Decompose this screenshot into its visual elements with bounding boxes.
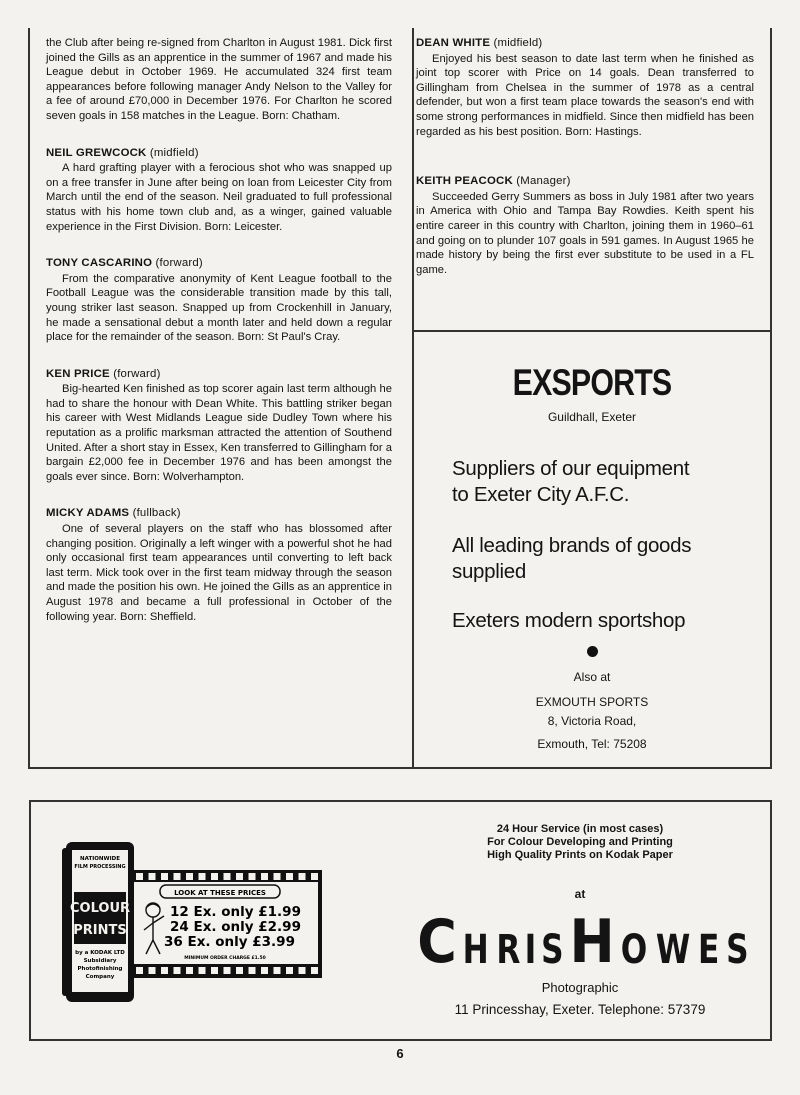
logo-letter: S [541,927,564,973]
player-name: TONY CASCARINO [46,257,153,270]
player-bio [416,36,754,139]
bio-paragraph: One of several players on the staff who has blossomed after changing position. Originally a left winger with a powerful shot he had only occasional first team appearances until converting to left back last term. Mick took over in the first team midway through the season and made the position his own. He joined the Gills as an apprentice in August 1978 and became a full professional in October of the following year. Born: Sheffield. [46,523,392,623]
player-bio [46,146,392,235]
can-line-1: NATIONWIDE [80,856,120,862]
player-heading [416,174,754,189]
bio-paragraph: Big-hearted Ken finished as top scorer again last term although he had to share the honour with Dean White. This battling striker began his career with West Midlands League side Dudley Town where his reputation as a prolific marksman attracted the attention of Southend United. After a short stay in Essex, Ken transferred to Gillingham for a bargain £2,000 fee in December 1976 and has been amongst the goals ever since. Born: Wolverhampton. [46,383,392,483]
player-name: DEAN WHITE [416,37,491,49]
player-heading [46,506,392,521]
player-position: (forward) [113,367,161,380]
logo-letter: C [417,907,457,977]
player-bio [46,36,392,124]
exsports-advert [412,330,772,769]
can-sub-4: Company [85,974,115,980]
can-sub-1: by a KODAK LTD [75,950,125,956]
player-bio [46,367,392,485]
can-line-2: FILM PROCESSING [74,864,126,870]
player-name: KEITH PEACOCK [416,175,513,188]
price-36-exposures: 36 Ex. only £3.99 [164,934,295,950]
player-heading [46,146,392,161]
player-position: (midfield) [149,146,199,159]
player-name: KEN PRICE [46,367,110,380]
player-heading [46,367,392,382]
left-column [46,36,392,646]
exsports-line-3: All leading brands of goods [452,534,692,557]
exsports-line-5: Exeters modern sportshop [452,609,686,632]
bio-paragraph: Enjoyed his best season to date last term when he finished as joint top scorer with Price on 14 goals. Dean transferred to Gillingham from Chelsea in the summer of 1978 as a central defender, but won a first team place towards the season's end with some strong performances in midfield. Since then midfield has been regarded as his best position. Born: Hastings. [416,52,754,138]
exsports-line-1: Suppliers of our equipment [452,457,690,480]
player-position: (forward) [155,257,203,270]
service-line-3: High Quality Prints on Kodak Paper [487,849,673,861]
service-line-1: 24 Hour Service (in most cases) [496,823,664,835]
photographic-label: Photographic [541,980,619,995]
can-colour: COLOUR [69,901,131,916]
exsports-line-2: to Exeter City A.F.C. [452,483,630,506]
exsports-location: Guildhall, Exeter [547,410,637,424]
player-position: (Manager) [516,175,571,188]
column-divider [412,28,414,330]
right-column [416,36,754,299]
chris-howes-address: 11 Princesshay, Exeter. Telephone: 57379 [454,1002,706,1017]
price-24-exposures: 24 Ex. only £2.99 [170,919,301,935]
prices-banner: LOOK AT THESE PRICES [174,889,266,897]
logo-letter: E [698,927,720,973]
service-hours [420,823,740,862]
logo-letter: O [621,927,648,973]
film-canister-illustration [60,830,330,1010]
exsports-also-at: Also at [573,670,611,684]
player-bio [416,174,754,277]
player-heading [46,256,392,271]
can-prints: PRINTS [73,923,127,938]
can-sub-2: Subsidiary [83,958,117,964]
logo-letter: H [569,907,615,977]
page-number: 6 [396,1046,404,1061]
bio-paragraph: the Club after being re-signed from Charlton in August 1981. Dick first joined the Gills as an apprentice in the summer of 1967 and made his League debut in October 1969. He accumulated 324 first team appearances before following manager Andy Nelson to the Valley for a fee of around £70,000 in December 1976. For Charlton he scored seven goals in 158 matches in the League. Born: Chatham. [46,37,392,122]
service-line-2: For Colour Developing and Printing [487,836,673,848]
player-position: (midfield) [493,37,543,49]
player-bio [46,256,392,345]
player-bio [46,506,392,624]
can-sub-3: Photofinishing [77,966,123,972]
logo-letter: S [725,927,749,973]
logo-letter: W [656,927,691,973]
minimum-charge: MINIMUM ORDER CHARGE £1.50 [184,956,266,961]
exsports-branch-address: 8, Victoria Road, [547,714,637,728]
exsports-branch-phone: Exmouth, Tel: 75208 [537,737,647,751]
player-name: NEIL GREWCOCK [46,146,147,159]
bullet-dot-icon [587,646,598,657]
player-position: (fullback) [132,507,181,520]
player-heading [416,36,754,51]
price-12-exposures: 12 Ex. only £1.99 [170,904,301,920]
player-name: MICKY ADAMS [46,507,130,520]
bio-paragraph: Succeeded Gerry Summers as boss in July 1981 after two years in America with Ohio and Tampa Bay Rowdies. Keith spent his entire career in this country with Charlton, joining them in 1960–61 and going on to plunder 107 goals in 591 games. In August 1965 he made history by being the first ever substitute to be used in a FL game. [416,190,754,276]
bio-paragraph: A hard grafting player with a ferocious shot who was snapped up on a free transfer in June after being on loan from Leicester City from March until the end of the season. Neil graduated to full professional status with his home town club and, as a winger, gained valuable experience in the First Division. Born: Leicester. [46,162,392,233]
at-label: at [574,887,586,901]
logo-letter: H [462,927,489,973]
chris-howes-logo [415,906,750,977]
exsports-branch-name: EXMOUTH SPORTS [535,695,649,709]
bio-paragraph: From the comparative anonymity of Kent League football to the Football League was the considerable transition made by this tall, young striker last season. Snapped up from Crockenhill in January, he made a sensational debut a month later and held down a regular place for the remainder of the season. Born: St Paul's Cray. [46,272,392,344]
logo-letter: R [495,927,520,973]
logo-letter: I [524,927,537,973]
exsports-logo: EXSPORTS [512,362,672,403]
exsports-line-4: supplied [452,560,526,583]
